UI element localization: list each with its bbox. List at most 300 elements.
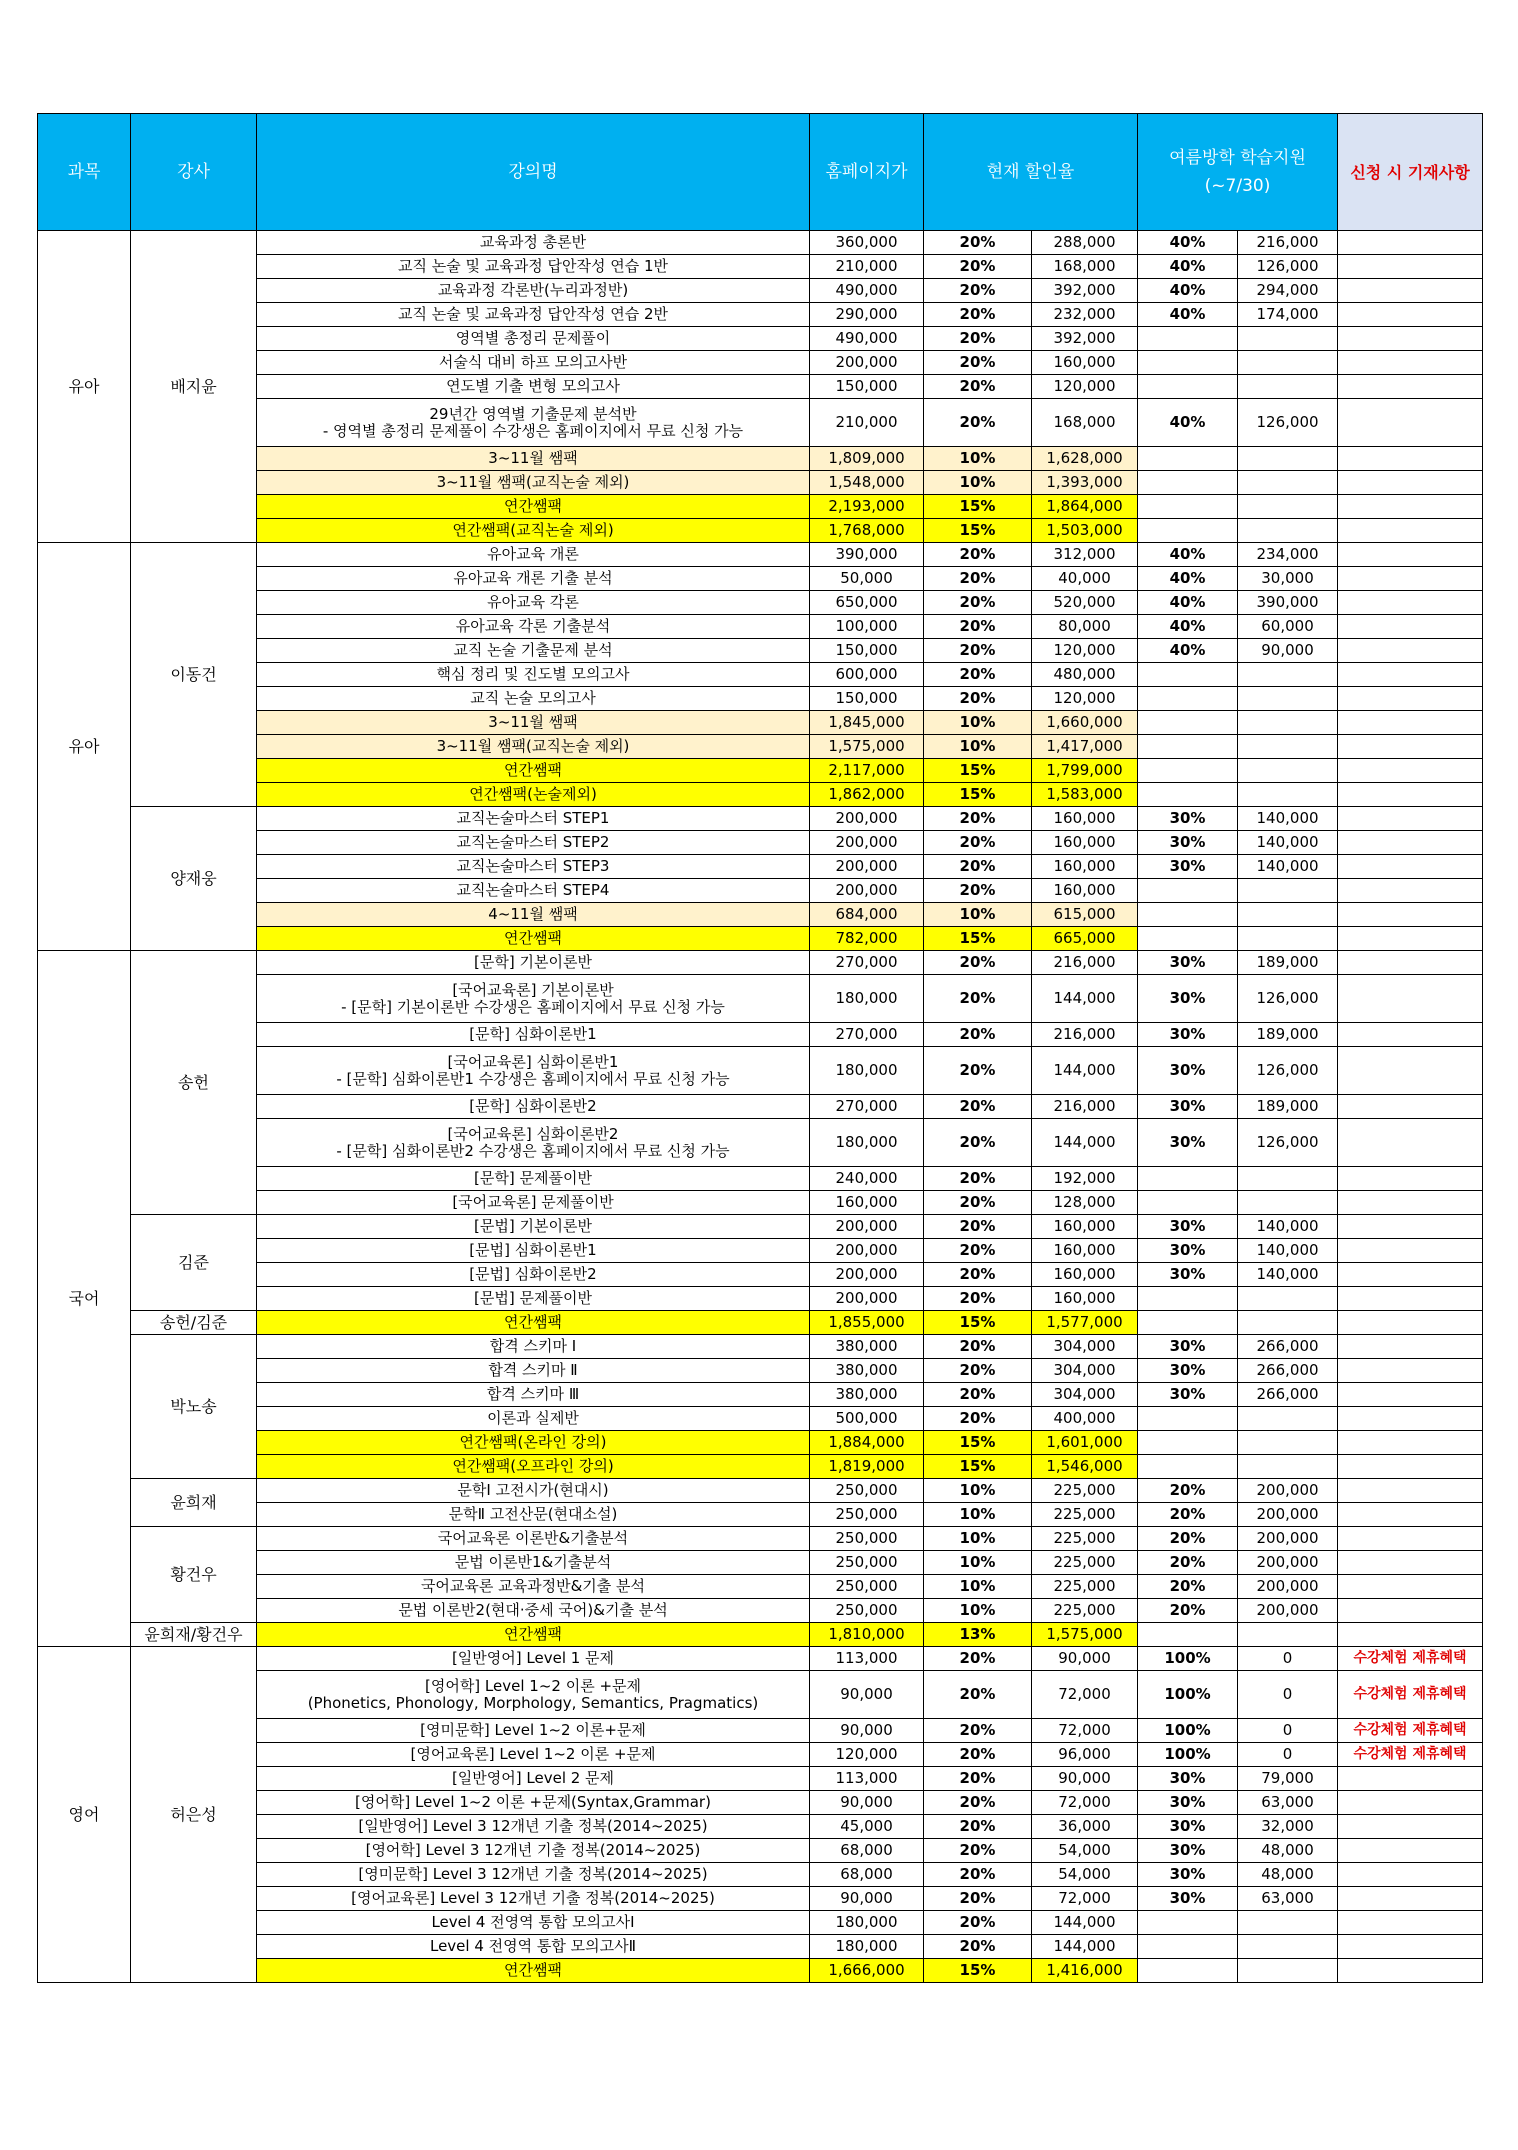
summer-price: 234,000 bbox=[1238, 543, 1338, 567]
homepage-price: 150,000 bbox=[810, 639, 924, 663]
discount-rate: 10% bbox=[924, 471, 1032, 495]
discount-rate: 15% bbox=[924, 1959, 1032, 1983]
summer-rate: 40% bbox=[1138, 567, 1238, 591]
summer-price: 32,000 bbox=[1238, 1815, 1338, 1839]
discount-rate: 10% bbox=[924, 903, 1032, 927]
table-row bbox=[38, 1647, 1483, 1671]
summer-price: 48,000 bbox=[1238, 1839, 1338, 1863]
header-current-discount: 현재 할인율 bbox=[924, 114, 1138, 231]
instructor-cell: 윤희재/황건우 bbox=[131, 1623, 257, 1647]
discount-price: 160,000 bbox=[1032, 1263, 1138, 1287]
note-cell bbox=[1338, 1407, 1483, 1431]
summer-rate: 40% bbox=[1138, 591, 1238, 615]
note-cell bbox=[1338, 303, 1483, 327]
summer-price: 189,000 bbox=[1238, 951, 1338, 975]
summer-price: 390,000 bbox=[1238, 591, 1338, 615]
homepage-price: 490,000 bbox=[810, 279, 924, 303]
discount-price: 1,417,000 bbox=[1032, 735, 1138, 759]
header-summer-line2: (~7/30) bbox=[1204, 176, 1271, 196]
note-cell: 수강체험 제휴혜택 bbox=[1338, 1671, 1483, 1719]
instructor-cell: 김준 bbox=[131, 1215, 257, 1311]
discount-price: 225,000 bbox=[1032, 1599, 1138, 1623]
course-name: 연간쌤팩(논술제외) bbox=[257, 783, 810, 807]
summer-rate: 100% bbox=[1138, 1647, 1238, 1671]
summer-rate: 30% bbox=[1138, 1119, 1238, 1167]
summer-price: 200,000 bbox=[1238, 1503, 1338, 1527]
discount-price: 144,000 bbox=[1032, 975, 1138, 1023]
summer-rate: 30% bbox=[1138, 1839, 1238, 1863]
homepage-price: 1,548,000 bbox=[810, 471, 924, 495]
note-cell bbox=[1338, 1935, 1483, 1959]
discount-rate: 20% bbox=[924, 687, 1032, 711]
course-name-line2: - [문학] 심화이론반1 수강생은 홈페이지에서 무료 신청 가능 bbox=[336, 1069, 730, 1088]
summer-rate: 20% bbox=[1138, 1575, 1238, 1599]
discount-price: 1,601,000 bbox=[1032, 1431, 1138, 1455]
header-summer-line1: 여름방학 학습지원 bbox=[1169, 148, 1306, 168]
discount-price: 160,000 bbox=[1032, 831, 1138, 855]
discount-rate: 15% bbox=[924, 783, 1032, 807]
discount-price: 1,416,000 bbox=[1032, 1959, 1138, 1983]
discount-rate: 13% bbox=[924, 1623, 1032, 1647]
summer-price bbox=[1238, 903, 1338, 927]
discount-rate: 20% bbox=[924, 1815, 1032, 1839]
discount-price: 120,000 bbox=[1032, 375, 1138, 399]
discount-price: 54,000 bbox=[1032, 1863, 1138, 1887]
discount-rate: 20% bbox=[924, 1047, 1032, 1095]
note-cell bbox=[1338, 1119, 1483, 1167]
discount-rate: 10% bbox=[924, 1599, 1032, 1623]
summer-price: 200,000 bbox=[1238, 1551, 1338, 1575]
table-row bbox=[38, 951, 1483, 975]
discount-rate: 10% bbox=[924, 1527, 1032, 1551]
note-cell bbox=[1338, 327, 1483, 351]
homepage-price: 90,000 bbox=[810, 1719, 924, 1743]
summer-rate: 30% bbox=[1138, 1767, 1238, 1791]
discount-rate: 20% bbox=[924, 1167, 1032, 1191]
discount-price: 160,000 bbox=[1032, 1215, 1138, 1239]
summer-rate bbox=[1138, 447, 1238, 471]
discount-price: 160,000 bbox=[1032, 879, 1138, 903]
summer-rate: 40% bbox=[1138, 255, 1238, 279]
course-name: [일반영어] Level 2 문제 bbox=[257, 1767, 810, 1791]
summer-rate: 40% bbox=[1138, 615, 1238, 639]
discount-rate: 20% bbox=[924, 1887, 1032, 1911]
discount-price: 192,000 bbox=[1032, 1167, 1138, 1191]
course-name: [문학] 심화이론반1 bbox=[257, 1023, 810, 1047]
summer-price: 266,000 bbox=[1238, 1359, 1338, 1383]
discount-rate: 20% bbox=[924, 591, 1032, 615]
summer-price: 30,000 bbox=[1238, 567, 1338, 591]
note-cell bbox=[1338, 231, 1483, 255]
header-instructor: 강사 bbox=[131, 114, 257, 231]
homepage-price: 200,000 bbox=[810, 855, 924, 879]
homepage-price: 180,000 bbox=[810, 1047, 924, 1095]
summer-rate: 30% bbox=[1138, 807, 1238, 831]
discount-rate: 15% bbox=[924, 1311, 1032, 1335]
table-row bbox=[38, 1311, 1483, 1335]
course-name: 교직논술마스터 STEP4 bbox=[257, 879, 810, 903]
note-cell bbox=[1338, 1191, 1483, 1215]
discount-price: 1,577,000 bbox=[1032, 1311, 1138, 1335]
summer-rate: 20% bbox=[1138, 1527, 1238, 1551]
note-cell bbox=[1338, 1839, 1483, 1863]
homepage-price: 200,000 bbox=[810, 1263, 924, 1287]
note-cell bbox=[1338, 711, 1483, 735]
summer-rate: 20% bbox=[1138, 1599, 1238, 1623]
note-cell bbox=[1338, 1623, 1483, 1647]
summer-price bbox=[1238, 351, 1338, 375]
course-name-line1: [국어교육론] 기본이론반 bbox=[452, 980, 614, 999]
discount-rate: 15% bbox=[924, 927, 1032, 951]
course-name-line1: [국어교육론] 심화이론반1 bbox=[447, 1052, 619, 1071]
discount-rate: 20% bbox=[924, 327, 1032, 351]
summer-price bbox=[1238, 735, 1338, 759]
homepage-price: 1,809,000 bbox=[810, 447, 924, 471]
course-name: 3~11월 쌤팩(교직논술 제외) bbox=[257, 471, 810, 495]
summer-price: 79,000 bbox=[1238, 1767, 1338, 1791]
summer-rate: 30% bbox=[1138, 855, 1238, 879]
discount-price: 72,000 bbox=[1032, 1887, 1138, 1911]
discount-price: 120,000 bbox=[1032, 639, 1138, 663]
summer-rate: 30% bbox=[1138, 1047, 1238, 1095]
discount-rate: 20% bbox=[924, 975, 1032, 1023]
table-row bbox=[38, 1215, 1483, 1239]
course-name: 영역별 총정리 문제풀이 bbox=[257, 327, 810, 351]
discount-rate: 10% bbox=[924, 1575, 1032, 1599]
summer-rate bbox=[1138, 927, 1238, 951]
homepage-price: 113,000 bbox=[810, 1767, 924, 1791]
discount-price: 1,393,000 bbox=[1032, 471, 1138, 495]
discount-rate: 20% bbox=[924, 1023, 1032, 1047]
homepage-price: 490,000 bbox=[810, 327, 924, 351]
note-cell bbox=[1338, 591, 1483, 615]
note-cell bbox=[1338, 1335, 1483, 1359]
discount-rate: 10% bbox=[924, 1479, 1032, 1503]
course-name: 합격 스키마 Ⅲ bbox=[257, 1383, 810, 1407]
summer-price: 140,000 bbox=[1238, 807, 1338, 831]
summer-price bbox=[1238, 1407, 1338, 1431]
course-name: 연간쌤팩(온라인 강의) bbox=[257, 1431, 810, 1455]
discount-price: 480,000 bbox=[1032, 663, 1138, 687]
summer-price: 126,000 bbox=[1238, 1047, 1338, 1095]
summer-price: 200,000 bbox=[1238, 1575, 1338, 1599]
homepage-price: 68,000 bbox=[810, 1863, 924, 1887]
discount-price: 40,000 bbox=[1032, 567, 1138, 591]
note-cell bbox=[1338, 399, 1483, 447]
note-cell bbox=[1338, 1287, 1483, 1311]
discount-rate: 20% bbox=[924, 1215, 1032, 1239]
summer-rate: 100% bbox=[1138, 1719, 1238, 1743]
summer-rate bbox=[1138, 1287, 1238, 1311]
note-cell bbox=[1338, 375, 1483, 399]
homepage-price: 380,000 bbox=[810, 1383, 924, 1407]
note-cell bbox=[1338, 1239, 1483, 1263]
course-name: 교직논술마스터 STEP3 bbox=[257, 855, 810, 879]
homepage-price: 113,000 bbox=[810, 1647, 924, 1671]
summer-rate: 100% bbox=[1138, 1743, 1238, 1767]
header-course: 강의명 bbox=[257, 114, 810, 231]
note-cell bbox=[1338, 279, 1483, 303]
summer-price bbox=[1238, 1911, 1338, 1935]
discount-price: 392,000 bbox=[1032, 327, 1138, 351]
discount-rate: 20% bbox=[924, 615, 1032, 639]
homepage-price: 650,000 bbox=[810, 591, 924, 615]
course-name: [일반영어] Level 3 12개년 기출 정복(2014~2025) bbox=[257, 1815, 810, 1839]
note-cell bbox=[1338, 735, 1483, 759]
homepage-price: 250,000 bbox=[810, 1575, 924, 1599]
note-cell bbox=[1338, 1527, 1483, 1551]
homepage-price: 290,000 bbox=[810, 303, 924, 327]
course-name: 연간쌤팩 bbox=[257, 1623, 810, 1647]
homepage-price: 250,000 bbox=[810, 1599, 924, 1623]
homepage-price: 380,000 bbox=[810, 1335, 924, 1359]
discount-rate: 20% bbox=[924, 1647, 1032, 1671]
discount-price: 80,000 bbox=[1032, 615, 1138, 639]
discount-rate: 20% bbox=[924, 639, 1032, 663]
course-name: 연도별 기출 변형 모의고사 bbox=[257, 375, 810, 399]
summer-rate bbox=[1138, 783, 1238, 807]
homepage-price: 360,000 bbox=[810, 231, 924, 255]
note-cell bbox=[1338, 831, 1483, 855]
discount-rate: 20% bbox=[924, 951, 1032, 975]
summer-rate bbox=[1138, 351, 1238, 375]
instructor-cell: 이동건 bbox=[131, 543, 257, 807]
summer-rate bbox=[1138, 327, 1238, 351]
course-name: 연간쌤팩(오프라인 강의) bbox=[257, 1455, 810, 1479]
course-name: 교육과정 각론반(누리과정반) bbox=[257, 279, 810, 303]
course-name: 문법 이론반2(현대·중세 국어)&기출 분석 bbox=[257, 1599, 810, 1623]
summer-price bbox=[1238, 879, 1338, 903]
discount-price: 304,000 bbox=[1032, 1359, 1138, 1383]
note-cell bbox=[1338, 567, 1483, 591]
discount-price: 160,000 bbox=[1032, 807, 1138, 831]
course-name: [일반영어] Level 1 문제 bbox=[257, 1647, 810, 1671]
course-name: 교직논술마스터 STEP1 bbox=[257, 807, 810, 831]
course-name: 국어교육론 이론반&기출분석 bbox=[257, 1527, 810, 1551]
discount-rate: 20% bbox=[924, 1743, 1032, 1767]
summer-price: 140,000 bbox=[1238, 1239, 1338, 1263]
summer-price: 200,000 bbox=[1238, 1527, 1338, 1551]
homepage-price: 1,862,000 bbox=[810, 783, 924, 807]
summer-rate bbox=[1138, 903, 1238, 927]
discount-rate: 20% bbox=[924, 1839, 1032, 1863]
course-name: 합격 스키마 Ⅰ bbox=[257, 1335, 810, 1359]
summer-rate: 40% bbox=[1138, 399, 1238, 447]
summer-price: 63,000 bbox=[1238, 1887, 1338, 1911]
note-cell bbox=[1338, 447, 1483, 471]
note-cell bbox=[1338, 687, 1483, 711]
discount-price: 392,000 bbox=[1032, 279, 1138, 303]
discount-price: 90,000 bbox=[1032, 1647, 1138, 1671]
note-cell bbox=[1338, 1791, 1483, 1815]
header-row bbox=[38, 114, 1483, 231]
discount-rate: 10% bbox=[924, 447, 1032, 471]
summer-rate: 40% bbox=[1138, 303, 1238, 327]
homepage-price: 90,000 bbox=[810, 1791, 924, 1815]
summer-rate: 100% bbox=[1138, 1671, 1238, 1719]
summer-price bbox=[1238, 375, 1338, 399]
discount-rate: 20% bbox=[924, 1359, 1032, 1383]
note-cell bbox=[1338, 1599, 1483, 1623]
discount-price: 1,864,000 bbox=[1032, 495, 1138, 519]
summer-rate bbox=[1138, 519, 1238, 543]
note-cell bbox=[1338, 1383, 1483, 1407]
discount-price: 144,000 bbox=[1032, 1047, 1138, 1095]
discount-price: 216,000 bbox=[1032, 1023, 1138, 1047]
header-note: 신청 시 기재사항 bbox=[1338, 114, 1483, 231]
summer-price: 60,000 bbox=[1238, 615, 1338, 639]
homepage-price: 380,000 bbox=[810, 1359, 924, 1383]
course-name: [영미문학] Level 3 12개년 기출 정복(2014~2025) bbox=[257, 1863, 810, 1887]
course-name: 유아교육 각론 기출분석 bbox=[257, 615, 810, 639]
discount-rate: 15% bbox=[924, 519, 1032, 543]
discount-price: 144,000 bbox=[1032, 1119, 1138, 1167]
summer-rate bbox=[1138, 1167, 1238, 1191]
discount-rate: 15% bbox=[924, 495, 1032, 519]
table-row bbox=[38, 1479, 1483, 1503]
note-cell bbox=[1338, 1359, 1483, 1383]
course-name: 문학Ⅱ 고전산문(현대소설) bbox=[257, 1503, 810, 1527]
summer-price: 63,000 bbox=[1238, 1791, 1338, 1815]
note-cell: 수강체험 제휴혜택 bbox=[1338, 1647, 1483, 1671]
summer-rate bbox=[1138, 1431, 1238, 1455]
discount-rate: 10% bbox=[924, 1551, 1032, 1575]
discount-price: 144,000 bbox=[1032, 1911, 1138, 1935]
note-cell bbox=[1338, 1887, 1483, 1911]
summer-rate: 20% bbox=[1138, 1551, 1238, 1575]
note-cell bbox=[1338, 1311, 1483, 1335]
course-name-line2: - 영역별 총정리 문제풀이 수강생은 홈페이지에서 무료 신청 가능 bbox=[322, 421, 744, 440]
homepage-price: 250,000 bbox=[810, 1527, 924, 1551]
note-cell bbox=[1338, 1455, 1483, 1479]
note-cell bbox=[1338, 1551, 1483, 1575]
discount-rate: 20% bbox=[924, 1911, 1032, 1935]
discount-price: 36,000 bbox=[1032, 1815, 1138, 1839]
discount-price: 72,000 bbox=[1032, 1671, 1138, 1719]
note-cell bbox=[1338, 951, 1483, 975]
note-cell bbox=[1338, 1167, 1483, 1191]
summer-price bbox=[1238, 927, 1338, 951]
discount-rate: 20% bbox=[924, 855, 1032, 879]
homepage-price: 200,000 bbox=[810, 1239, 924, 1263]
homepage-price: 200,000 bbox=[810, 807, 924, 831]
summer-rate bbox=[1138, 735, 1238, 759]
table-row bbox=[38, 807, 1483, 831]
course-name: 연간쌤팩 bbox=[257, 1311, 810, 1335]
note-cell bbox=[1338, 1023, 1483, 1047]
course-name: 연간쌤팩 bbox=[257, 927, 810, 951]
discount-price: 1,628,000 bbox=[1032, 447, 1138, 471]
discount-rate: 20% bbox=[924, 1935, 1032, 1959]
discount-price: 144,000 bbox=[1032, 1935, 1138, 1959]
summer-price: 126,000 bbox=[1238, 1119, 1338, 1167]
discount-price: 168,000 bbox=[1032, 399, 1138, 447]
course-name-line2: - [문학] 기본이론반 수강생은 홈페이지에서 무료 신청 가능 bbox=[341, 997, 725, 1016]
course-name: 3~11월 쌤팩 bbox=[257, 711, 810, 735]
header-homepage-price: 홈페이지가 bbox=[810, 114, 924, 231]
discount-price: 225,000 bbox=[1032, 1479, 1138, 1503]
summer-rate: 40% bbox=[1138, 231, 1238, 255]
homepage-price: 180,000 bbox=[810, 975, 924, 1023]
summer-rate: 30% bbox=[1138, 831, 1238, 855]
note-cell bbox=[1338, 351, 1483, 375]
discount-price: 225,000 bbox=[1032, 1575, 1138, 1599]
homepage-price: 200,000 bbox=[810, 351, 924, 375]
table-body bbox=[38, 231, 1483, 1983]
summer-price: 0 bbox=[1238, 1719, 1338, 1743]
discount-price: 520,000 bbox=[1032, 591, 1138, 615]
summer-rate bbox=[1138, 1935, 1238, 1959]
summer-price: 140,000 bbox=[1238, 1263, 1338, 1287]
summer-price: 0 bbox=[1238, 1743, 1338, 1767]
homepage-price: 270,000 bbox=[810, 1095, 924, 1119]
note-cell bbox=[1338, 1863, 1483, 1887]
summer-rate bbox=[1138, 471, 1238, 495]
summer-price: 126,000 bbox=[1238, 255, 1338, 279]
summer-price: 294,000 bbox=[1238, 279, 1338, 303]
instructor-cell: 양재웅 bbox=[131, 807, 257, 951]
summer-rate bbox=[1138, 1911, 1238, 1935]
discount-price: 1,546,000 bbox=[1032, 1455, 1138, 1479]
note-cell bbox=[1338, 663, 1483, 687]
homepage-price: 200,000 bbox=[810, 1287, 924, 1311]
summer-rate bbox=[1138, 711, 1238, 735]
note-cell bbox=[1338, 1479, 1483, 1503]
discount-rate: 20% bbox=[924, 1335, 1032, 1359]
homepage-price: 1,768,000 bbox=[810, 519, 924, 543]
summer-rate: 30% bbox=[1138, 1023, 1238, 1047]
course-name-line2: - [문학] 심화이론반2 수강생은 홈페이지에서 무료 신청 가능 bbox=[336, 1141, 730, 1160]
summer-price bbox=[1238, 783, 1338, 807]
discount-price: 160,000 bbox=[1032, 855, 1138, 879]
discount-price: 160,000 bbox=[1032, 1239, 1138, 1263]
homepage-price: 1,845,000 bbox=[810, 711, 924, 735]
course-name: [영어학] Level 1~2 이론 +문제(Syntax,Grammar) bbox=[257, 1791, 810, 1815]
note-cell bbox=[1338, 783, 1483, 807]
discount-price: 225,000 bbox=[1032, 1551, 1138, 1575]
discount-price: 216,000 bbox=[1032, 1095, 1138, 1119]
instructor-cell: 황건우 bbox=[131, 1527, 257, 1623]
summer-rate: 30% bbox=[1138, 1887, 1238, 1911]
summer-price bbox=[1238, 1959, 1338, 1983]
homepage-price: 782,000 bbox=[810, 927, 924, 951]
homepage-price: 684,000 bbox=[810, 903, 924, 927]
course-name-line1: [영어학] Level 1~2 이론 +문제 bbox=[424, 1676, 642, 1695]
summer-rate: 30% bbox=[1138, 1215, 1238, 1239]
homepage-price: 100,000 bbox=[810, 615, 924, 639]
discount-rate: 20% bbox=[924, 255, 1032, 279]
note-cell bbox=[1338, 1047, 1483, 1095]
homepage-price: 200,000 bbox=[810, 879, 924, 903]
discount-price: 665,000 bbox=[1032, 927, 1138, 951]
note-cell bbox=[1338, 471, 1483, 495]
discount-rate: 20% bbox=[924, 543, 1032, 567]
course-name: 교육과정 총론반 bbox=[257, 231, 810, 255]
discount-price: 1,799,000 bbox=[1032, 759, 1138, 783]
course-name: 4~11월 쌤팩 bbox=[257, 903, 810, 927]
discount-rate: 10% bbox=[924, 711, 1032, 735]
homepage-price: 200,000 bbox=[810, 1215, 924, 1239]
course-name-line2: (Phonetics, Phonology, Morphology, Semantics, Pragmatics) bbox=[307, 1693, 759, 1712]
summer-price bbox=[1238, 1935, 1338, 1959]
discount-rate: 15% bbox=[924, 1431, 1032, 1455]
homepage-price: 90,000 bbox=[810, 1671, 924, 1719]
table-row bbox=[38, 231, 1483, 255]
summer-rate: 30% bbox=[1138, 1863, 1238, 1887]
course-name bbox=[257, 399, 810, 447]
discount-price: 90,000 bbox=[1032, 1767, 1138, 1791]
summer-price bbox=[1238, 1167, 1338, 1191]
